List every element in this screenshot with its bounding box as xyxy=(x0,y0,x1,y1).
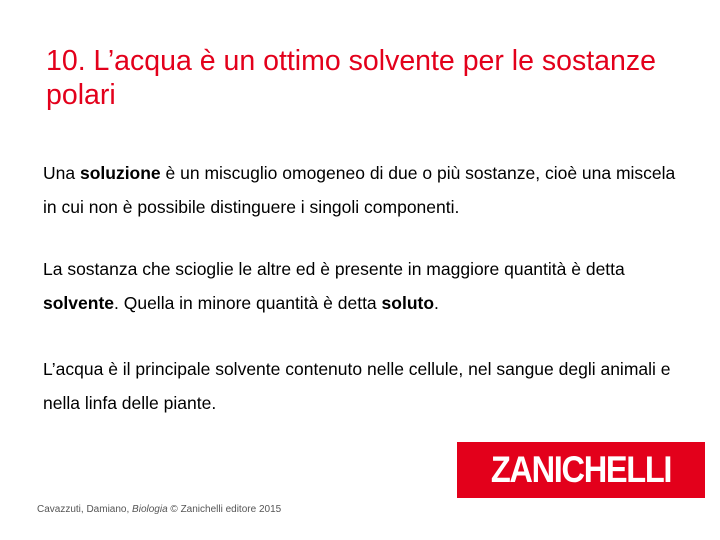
term-solvente: solvente xyxy=(43,293,114,313)
slide-title: 10. L’acqua è un ottimo solvente per le sostanze polari xyxy=(46,45,656,111)
footer-credit xyxy=(37,504,281,515)
paragraph-water-solvent: L’acqua è il principale solvente contenuto nelle cellule, nel sangue degli animali e nella linfa delle piante. xyxy=(43,359,671,413)
footer-authors: Cavazzuti, Damiano, xyxy=(37,504,133,515)
p1-text-a: Una xyxy=(43,163,80,183)
footer-book-title: Biologia xyxy=(132,504,168,515)
p2-text-a: La sostanza che scioglie le altre ed è presente in maggiore quantità è detta xyxy=(43,259,625,279)
paragraph-solution-definition xyxy=(43,156,693,224)
footer-publisher: © Zanichelli editore 2015 xyxy=(167,504,282,515)
term-soluto: soluto xyxy=(381,293,435,313)
p2-text-e: . xyxy=(434,293,439,313)
term-soluzione: soluzione xyxy=(79,163,161,183)
logo-text: ZANICHELLI xyxy=(490,449,672,490)
paragraph-solvent-solute xyxy=(43,252,693,320)
p2-text-c: . Quella in minore quantità è detta xyxy=(114,293,382,313)
p1-text-c: è un miscuglio omogeneo di due o più sostanze, cioè una miscela in cui non è possibile distinguere i singoli componenti. xyxy=(43,163,676,217)
zanichelli-logo xyxy=(457,442,705,498)
